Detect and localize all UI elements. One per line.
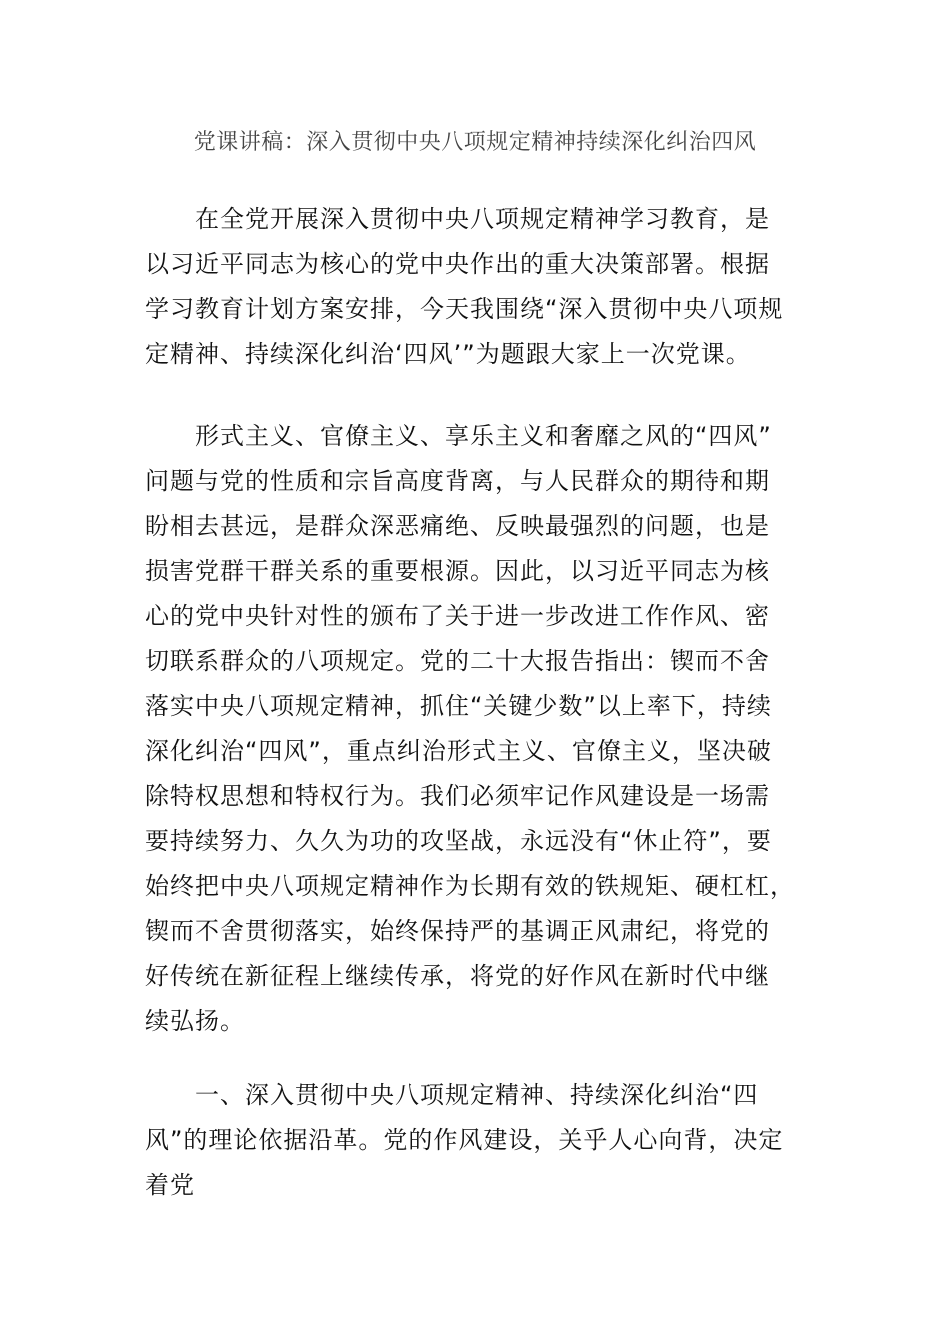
text-line: 损害党群干群关系的重要根源。因此，以习近平同志为核 — [145, 557, 770, 585]
text-line: 定精神、持续深化纠治‘四风’”为题跟大家上一次党课。 — [145, 340, 751, 368]
paragraph-2 — [145, 414, 815, 1044]
text-line: 始终把中央八项规定精神作为长期有效的铁规矩、硬杠杠， — [145, 872, 795, 900]
text-line: 心的党中央针对性的颁布了关于进一步改进工作作风、密 — [145, 602, 770, 630]
text-line: 问题与党的性质和宗旨高度背离，与人民群众的期待和期 — [145, 467, 770, 495]
text-line: 盼相去甚远，是群众深恶痛绝、反映最强烈的问题，也是 — [145, 512, 770, 540]
paragraph-3 — [145, 1073, 815, 1208]
text-line: 形式主义、官僚主义、享乐主义和奢靡之风的“四风” — [195, 422, 772, 450]
document-title: 党课讲稿：深入贯彻中央八项规定精神持续深化纠治四风 — [193, 130, 757, 155]
text-line: 续弘扬。 — [145, 1007, 245, 1035]
text-line: 锲而不舍贯彻落实，始终保持严的基调正风肃纪，将党的 — [145, 917, 770, 945]
text-line: 着党 — [145, 1171, 195, 1199]
text-line: 落实中央八项规定精神，抓住“关键少数”以上率下，持续 — [145, 692, 772, 720]
text-line: 要持续努力、久久为功的攻坚战，永远没有“休止符”，要 — [145, 827, 772, 855]
text-line: 在全党开展深入贯彻中央八项规定精神学习教育，是 — [195, 205, 770, 233]
text-line: 一、深入贯彻中央八项规定精神、持续深化纠治“四 — [195, 1081, 759, 1109]
text-line: 以习近平同志为核心的党中央作出的重大决策部署。根据 — [145, 250, 770, 278]
text-line: 学习教育计划方案安排，今天我围绕“深入贯彻中央八项规 — [145, 295, 784, 323]
paragraph-1 — [145, 197, 815, 377]
text-line: 风”的理论依据沿革。党的作风建设，关乎人心向背，决定 — [145, 1126, 784, 1154]
text-line: 深化纠治“四风”，重点纠治形式主义、官僚主义，坚决破 — [145, 737, 772, 765]
text-line: 切联系群众的八项规定。党的二十大报告指出：锲而不舍 — [145, 647, 770, 675]
text-line: 好传统在新征程上继续传承，将党的好作风在新时代中继 — [145, 962, 770, 990]
text-line: 除特权思想和特权行为。我们必须牢记作风建设是一场需 — [145, 782, 770, 810]
